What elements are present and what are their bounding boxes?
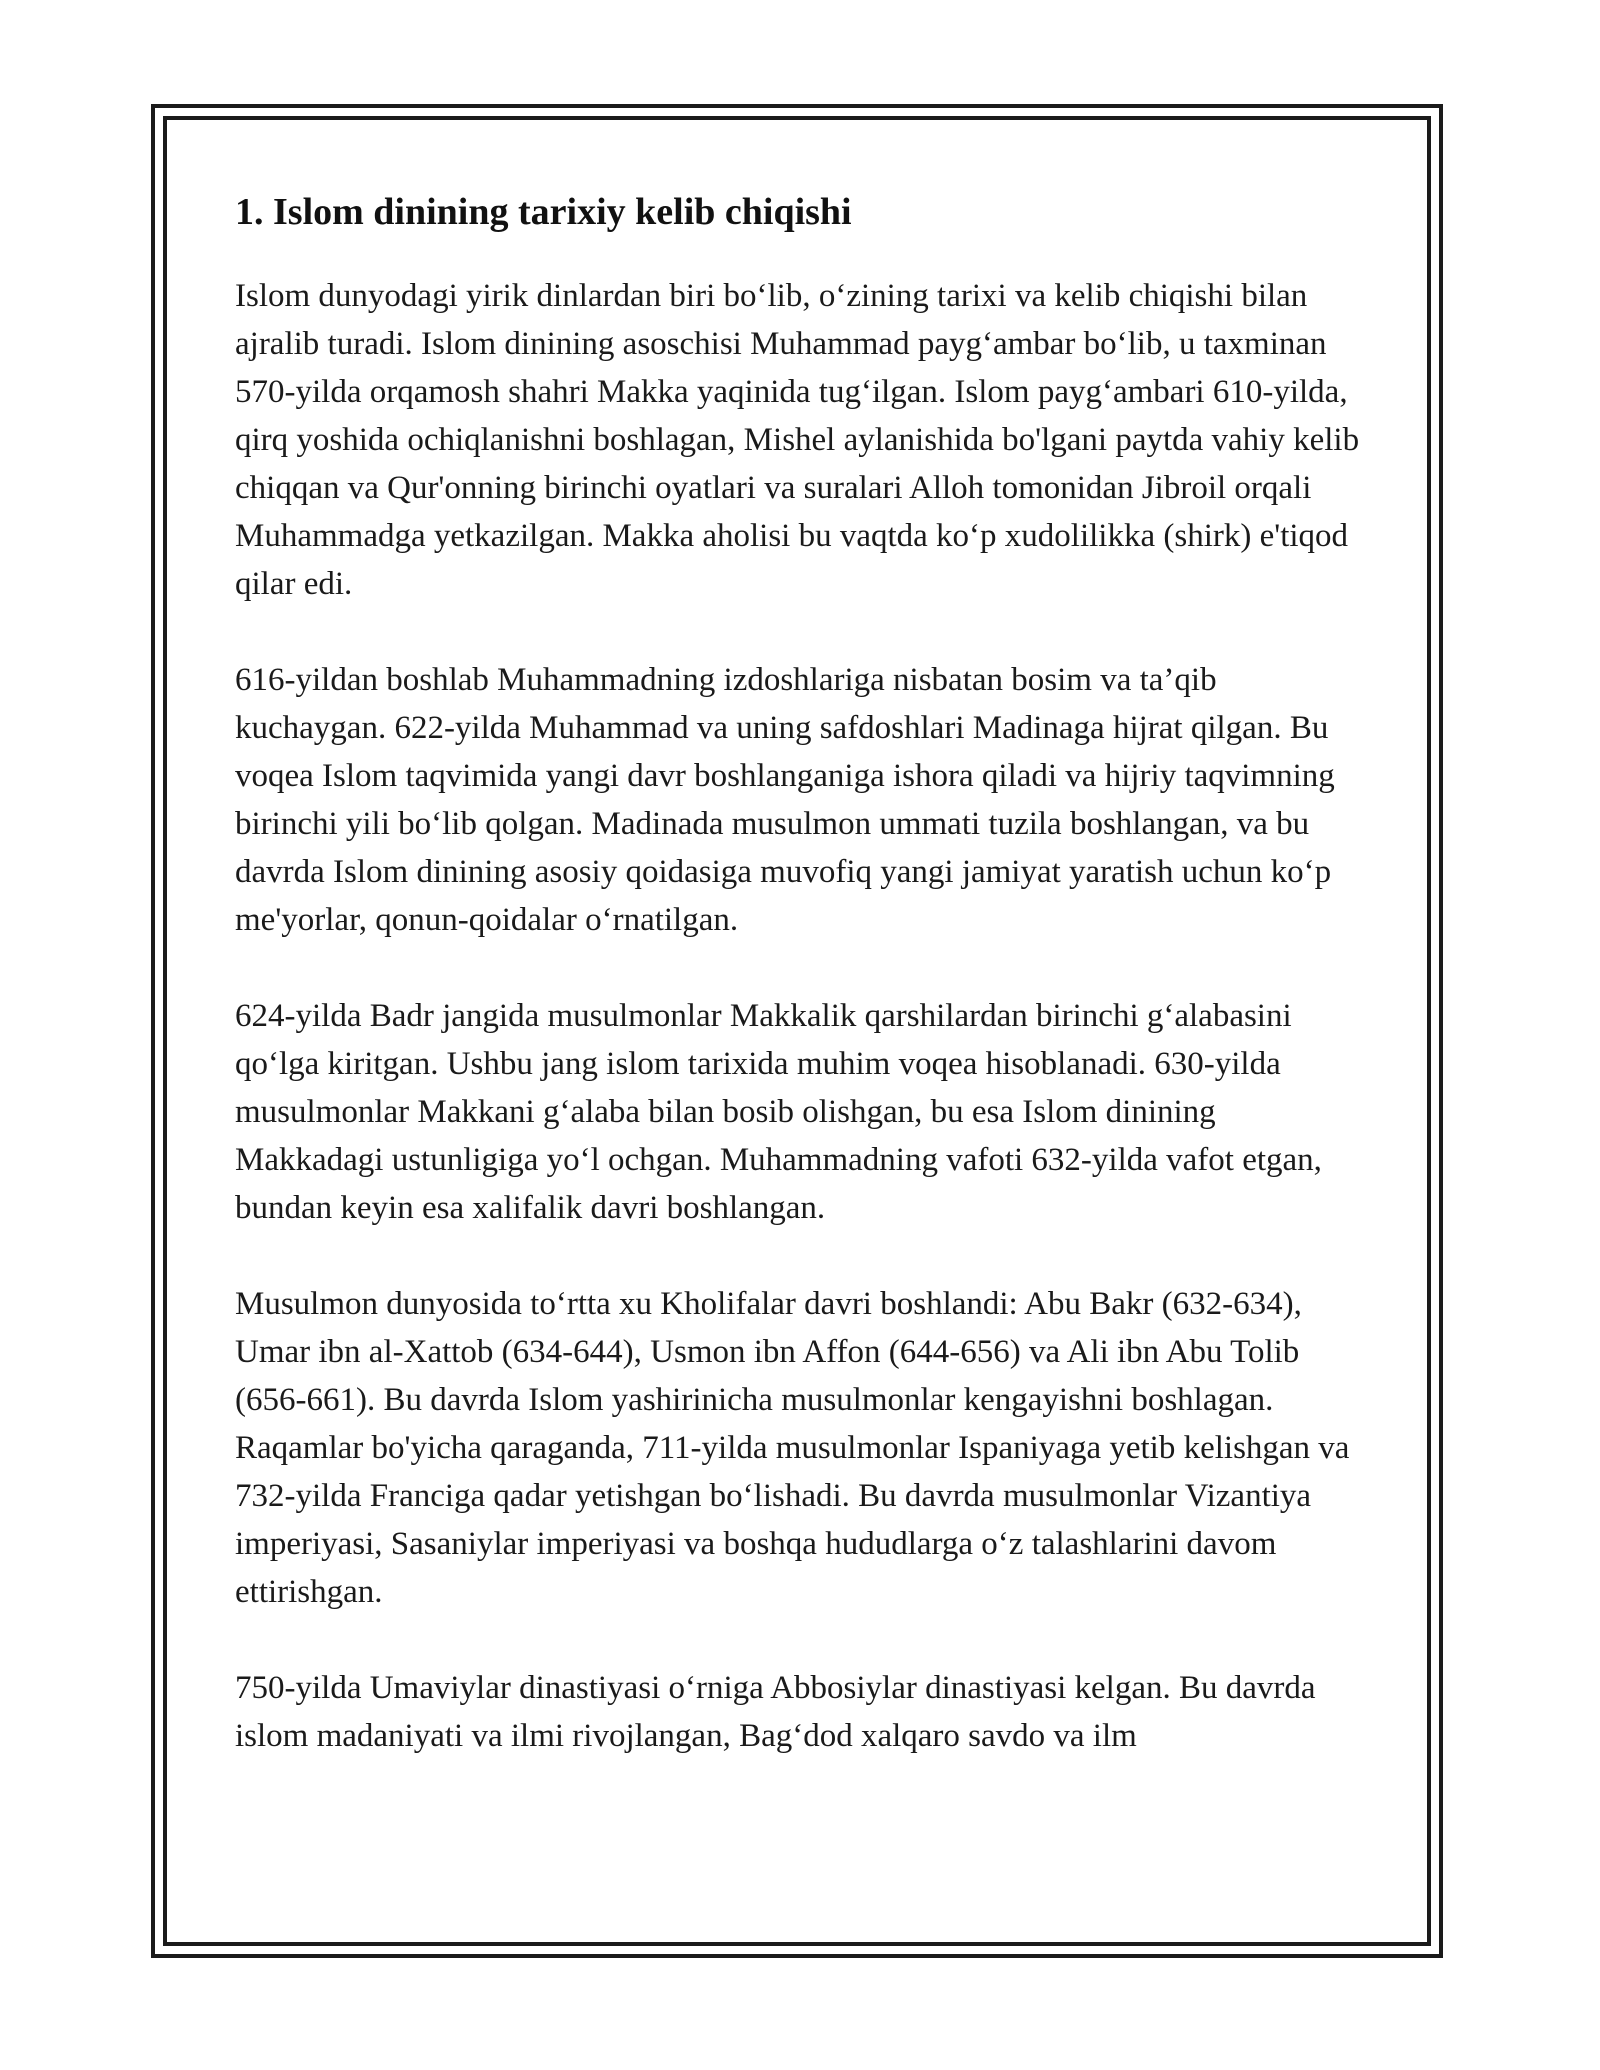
paragraph-caliphs: Musulmon dunyosida to‘rtta xu Kholifalar davri boshlandi: Abu Bakr (632-634), Umar ibn al-Xattob (634-644), Usmon ibn Affon (644-656) va Ali ibn Abu Tolib (656-661). Bu davrda Islom yashirinicha musulmonlar kengayishni boshlagan. Raqamlar bo'yicha qaraganda, 711-yilda musulmonlar Ispaniyaga yetib kelishgan va 732-yilda Franciga qadar yetishgan bo‘lishadi. Bu davrda musulmonlar Vizantiya imperiyasi, Sasaniylar imperiyasi va boshqa hududlarga o‘z talashlarini davom ettirishgan.: [235, 1286, 1350, 1610]
paragraph-abbasids: 750-yilda Umaviylar dinastiyasi o‘rniga Abbosiylar dinastiyasi kelgan. Bu davrda islom madaniyati va ilmi rivojlangan, Bag‘dod xalqaro savdo va ilm: [235, 1670, 1316, 1754]
paragraph-hijra: 616-yildan boshlab Muhammadning izdoshlariga nisbatan bosim va ta’qib kuchaygan. 622-yilda Muhammad va uning safdoshlari Madinaga hijrat qilgan. Bu voqea Islom taqvimida yangi davr boshlanganiga ishora qiladi va hijriy taqvimning birinchi yili bo‘lib qolgan. Madinada musulmon ummati tuzila boshlangan, va bu davrda Islom dinining asosiy qoidasiga muvofiq yangi jamiyat yaratish uchun ko‘p me'yorlar, qonun-qoidalar o‘rnatilgan.: [235, 662, 1335, 938]
paragraph-origins: Islom dunyodagi yirik dinlardan biri bo‘lib, o‘zining tarixi va kelib chiqishi bilan ajralib turadi. Islom dinining asoschisi Muhammad payg‘ambar bo‘lib, u taxminan 570-yilda orqamosh shahri Makka yaqinida tug‘ilgan. Islom payg‘ambari 610-yilda, qirq yoshida ochiqlanishni boshlagan, Mishel aylanishida bo'lgani paytda vahiy kelib chiqqan va Qur'onning birinchi oyatlari va suralari Alloh tomonidan Jibroil orqali Muhammadga yetkazilgan. Makka aholisi bu vaqtda ko‘p xudolilikka (shirk) e'tiqod qilar edi.: [235, 278, 1360, 602]
paragraph-badr: 624-yilda Badr jangida musulmonlar Makkalik qarshilardan birinchi g‘alabasini qo‘lga kiritgan. Ushbu jang islom tarixida muhim voqea hisoblanadi. 630-yilda musulmonlar Makkani g‘alaba bilan bosib olishgan, bu esa Islom dinining Makkadagi ustunligiga yo‘l ochgan. Muhammadning vafoti 632-yilda vafot etgan, bundan keyin esa xalifalik davri boshlangan.: [235, 998, 1322, 1226]
section-heading: 1. Islom dinining tarixiy kelib chiqishi: [235, 191, 852, 233]
document-body: [235, 184, 1370, 1760]
